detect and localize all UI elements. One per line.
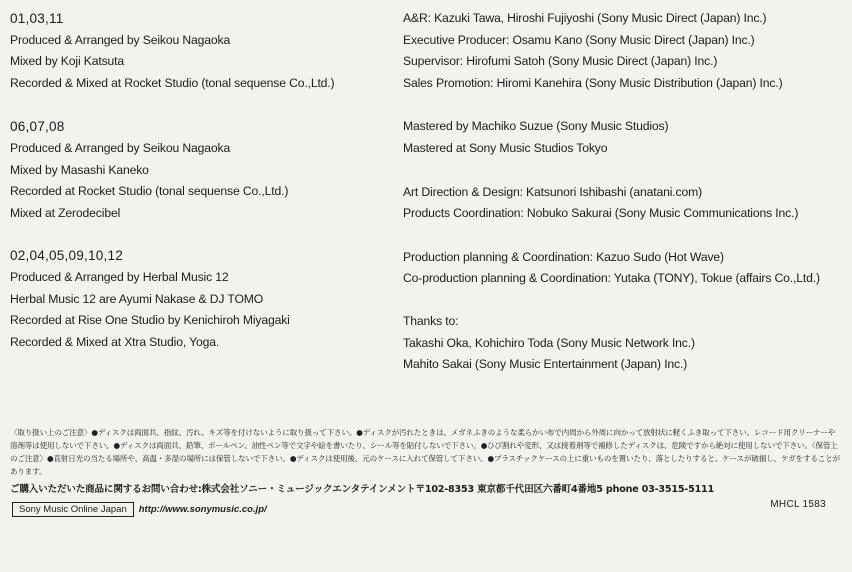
credit-line: Produced & Arranged by Seikou Nagaoka [10, 32, 231, 47]
thanks-line: Mahito Sakai (Sony Music Entertainment (Japan) Inc.) [403, 357, 688, 372]
staff-credit-line: Supervisor: Hirofumi Satoh (Sony Music Direct (Japan) Inc.) [403, 54, 718, 69]
staff-credit-line: Executive Producer: Osamu Kano (Sony Music Direct (Japan) Inc.) [403, 32, 755, 47]
production-credit-line: Production planning & Coordination: Kazuo Sudo (Hot Wave) [403, 249, 724, 264]
mastering-credit-line: Mastered at Sony Music Studios Tokyo [403, 140, 608, 155]
credit-line: Mixed by Masashi Kaneko [10, 162, 149, 177]
credit-line: Produced & Arranged by Herbal Music 12 [10, 269, 229, 284]
credits-right-column [403, 8, 843, 376]
staff-credit-line: Sales Promotion: Hiromi Kanehira (Sony Music Distribution (Japan) Inc.) [403, 75, 783, 90]
footer [12, 502, 267, 517]
website-url[interactable]: http://www.sonymusic.co.jp/ [138, 504, 267, 515]
design-credit-line: Products Coordination: Nobuko Sakurai (Sony Music Communications Inc.) [403, 206, 799, 221]
thanks-heading: Thanks to: [403, 313, 459, 328]
credit-line: Recorded & Mixed at Rocket Studio (tonal sequense Co.,Ltd.) [10, 75, 335, 90]
thanks-line: Takashi Oka, Kohichiro Toda (Sony Music Network Inc.) [403, 335, 695, 350]
mastering-credit-line: Mastered by Machiko Suzue (Sony Music Studios) [403, 119, 669, 134]
credit-line: Recorded at Rise One Studio by Kenichiroh Miyagaki [10, 313, 290, 328]
credit-line: Mixed by Koji Katsuta [10, 54, 125, 69]
design-credit-line: Art Direction & Design: Katsunori Ishibashi (anatani.com) [403, 184, 702, 199]
credit-line: Herbal Music 12 are Ayumi Nakase & DJ TOMO [10, 291, 264, 306]
credits-left-column [10, 8, 380, 353]
catalog-number: MHCL 1583 [770, 499, 826, 510]
track-numbers-heading: 01,03,11 [10, 11, 64, 26]
handling-notes: 〈取り扱い上のご注意〉●ディスクは両面共、指紋、汚れ、キズ等を付けないように取り扱って下さい。●ディスクが汚れたときは、メガネふきのような柔らかい布で内周から外周に向かって放射状に軽くふき取って下さい。レコード用クリーナーや溶剤等は使用しないで下さい。●ディスクは両面共、鉛筆、ボールペン、油性ペン等で文字や絵を書いたり、シール等を貼付しないで下さい。●ひび割れや変形、又は接着剤等で補修したディスクは、危険ですから絶対に使用しないで下さい。〈保管上のご注意〉●直射日光の当たる場所や、高温・多湿の場所には保管しないで下さい。●ディスクは使用後、元のケースに入れて保管して下さい。●プラスチックケースの上に重いものを置いたり、落としたりすると、ケースが破損し、ケガをすることがあります。 [10, 428, 840, 476]
staff-credit-line: A&R: Kazuki Tawa, Hiroshi Fujiyoshi (Sony Music Direct (Japan) Inc.) [403, 11, 767, 25]
site-name-box: Sony Music Online Japan [12, 502, 134, 517]
credit-line: Recorded & Mixed at Xtra Studio, Yoga. [10, 334, 220, 349]
track-numbers-heading: 02,04,05,09,10,12 [10, 248, 124, 264]
contact-info: ご購入いただいた商品に関するお問い合わせ:株式会社ソニー・ミュージックエンタテインメント〒102-8353 東京都千代田区六番町4番地5 phone 03-3515-5111 [10, 484, 714, 495]
track-numbers-heading: 06,07,08 [10, 119, 65, 135]
production-credit-line: Co-production planning & Coordination: Yutaka (TONY), Tokue (affairs Co.,Ltd.) [403, 271, 820, 286]
credit-line: Recorded at Rocket Studio (tonal sequense Co.,Ltd.) [10, 184, 289, 199]
credit-line: Produced & Arranged by Seikou Nagaoka [10, 140, 231, 155]
credit-line: Mixed at Zerodecibel [10, 205, 121, 220]
